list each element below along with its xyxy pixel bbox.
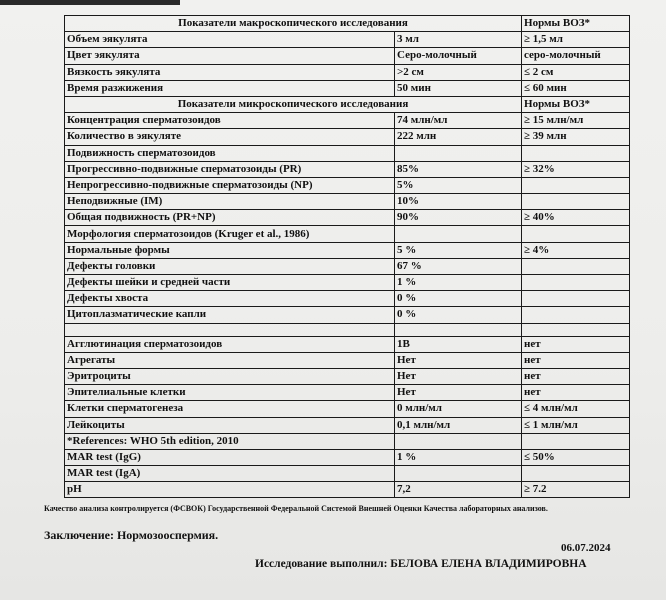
parameter-value: Нет: [395, 385, 522, 401]
parameter-value: [395, 433, 522, 449]
parameter-name: Непрогрессивно-подвижные сперматозоиды (NP): [65, 177, 395, 193]
parameter-value: [395, 145, 522, 161]
parameter-value: 5 %: [395, 242, 522, 258]
macro-section-header: Показатели макроскопического исследования: [65, 16, 522, 32]
parameter-norm: ≥ 1,5 мл: [522, 32, 630, 48]
parameter-norm: нет: [522, 385, 630, 401]
table-row: [65, 482, 630, 498]
spacer-cell: [65, 323, 395, 336]
parameter-name: pH: [65, 482, 395, 498]
table-row: [65, 275, 630, 291]
parameter-name: Дефекты хвоста: [65, 291, 395, 307]
parameter-value: [395, 466, 522, 482]
parameter-value: 0,1 млн/мл: [395, 417, 522, 433]
parameter-name: Агрегаты: [65, 352, 395, 368]
parameter-name: Концентрация сперматозоидов: [65, 113, 395, 129]
parameter-norm: [522, 275, 630, 291]
spacer-row: [65, 323, 630, 336]
table-row: [65, 401, 630, 417]
parameter-value: Нет: [395, 368, 522, 384]
parameter-value: 90%: [395, 210, 522, 226]
parameter-name: MAR test (IgA): [65, 466, 395, 482]
table-row: [65, 417, 630, 433]
table-row: [65, 145, 630, 161]
table-row: [65, 433, 630, 449]
table-row: [65, 113, 630, 129]
table-row: [65, 226, 630, 242]
parameter-value: 10%: [395, 194, 522, 210]
parameter-name: Время разжижения: [65, 80, 395, 96]
parameter-norm: ≤ 2 см: [522, 64, 630, 80]
parameter-value: 50 мин: [395, 80, 522, 96]
table-row: [65, 177, 630, 193]
parameter-value: 222 млн: [395, 129, 522, 145]
parameter-value: 7,2: [395, 482, 522, 498]
parameter-norm: ≤ 4 млн/мл: [522, 401, 630, 417]
parameter-name: Объем эякулята: [65, 32, 395, 48]
parameter-name: Неподвижные (IM): [65, 194, 395, 210]
table-row: [65, 336, 630, 352]
parameter-value: 0 млн/мл: [395, 401, 522, 417]
parameter-name: Дефекты шейки и средней части: [65, 275, 395, 291]
table-row: [65, 80, 630, 96]
performed-by: Исследование выполнил: БЕЛОВА ЕЛЕНА ВЛАДИМИРОВНА: [255, 558, 587, 570]
parameter-value: 85%: [395, 161, 522, 177]
parameter-name: Эритроциты: [65, 368, 395, 384]
parameter-value: [395, 226, 522, 242]
semen-analysis-table: [64, 15, 630, 498]
parameter-norm: нет: [522, 368, 630, 384]
parameter-name: Нормальные формы: [65, 242, 395, 258]
parameter-norm: ≥ 7.2: [522, 482, 630, 498]
table-row: [65, 242, 630, 258]
parameter-value: 0 %: [395, 307, 522, 323]
table-row: [65, 32, 630, 48]
parameter-norm: ≤ 60 мин: [522, 80, 630, 96]
parameter-norm: ≤ 50%: [522, 449, 630, 465]
macro-header-row: [65, 16, 630, 32]
parameter-norm: нет: [522, 336, 630, 352]
parameter-norm: ≥ 39 млн: [522, 129, 630, 145]
parameter-name: MAR test (IgG): [65, 449, 395, 465]
parameter-name: Эпителиальные клетки: [65, 385, 395, 401]
table-row: [65, 449, 630, 465]
spacer-cell: [522, 323, 630, 336]
table-row: [65, 368, 630, 384]
report-date: 06.07.2024: [561, 542, 611, 554]
table-row: [65, 48, 630, 64]
table-row: [65, 258, 630, 274]
parameter-norm: [522, 258, 630, 274]
table-row: [65, 129, 630, 145]
micro-header-row: [65, 96, 630, 112]
macro-norm-header: Нормы ВОЗ*: [522, 16, 630, 32]
parameter-norm: [522, 226, 630, 242]
table-row: [65, 64, 630, 80]
parameter-norm: ≥ 40%: [522, 210, 630, 226]
parameter-value: 67 %: [395, 258, 522, 274]
parameter-name: Цитоплазматические капли: [65, 307, 395, 323]
parameter-value: Серо-молочный: [395, 48, 522, 64]
parameter-norm: ≤ 1 млн/мл: [522, 417, 630, 433]
parameter-norm: [522, 177, 630, 193]
parameter-name: *References: WHO 5th edition, 2010: [65, 433, 395, 449]
parameter-name: Клетки сперматогенеза: [65, 401, 395, 417]
parameter-norm: ≥ 32%: [522, 161, 630, 177]
spacer-cell: [395, 323, 522, 336]
parameter-name: Вязкость эякулята: [65, 64, 395, 80]
parameter-norm: ≥ 4%: [522, 242, 630, 258]
parameter-value: 1 %: [395, 449, 522, 465]
parameter-name: Количество в эякуляте: [65, 129, 395, 145]
parameter-name: Агглютинация сперматозоидов: [65, 336, 395, 352]
parameter-value: 3 мл: [395, 32, 522, 48]
micro-section-header: Показатели микроскопического исследования: [65, 96, 522, 112]
table-row: [65, 307, 630, 323]
parameter-norm: [522, 291, 630, 307]
table-row: [65, 194, 630, 210]
parameter-value: 74 млн/мл: [395, 113, 522, 129]
parameter-norm: [522, 194, 630, 210]
table-row: [65, 291, 630, 307]
parameter-name: Подвижность сперматозоидов: [65, 145, 395, 161]
top-edge-bar: [0, 0, 180, 5]
parameter-value: 1В: [395, 336, 522, 352]
parameter-norm: ≥ 15 млн/мл: [522, 113, 630, 129]
parameter-name: Дефекты головки: [65, 258, 395, 274]
table-row: [65, 466, 630, 482]
parameter-norm: [522, 466, 630, 482]
parameter-norm: серо-молочный: [522, 48, 630, 64]
parameter-name: Лейкоциты: [65, 417, 395, 433]
table-row: [65, 210, 630, 226]
parameter-norm: нет: [522, 352, 630, 368]
parameter-norm: [522, 145, 630, 161]
parameter-value: 0 %: [395, 291, 522, 307]
quality-control-note: Качество анализа контролируется (ФСВОК) Государственной Федеральной Системой Внешней Оценки Качества лабораторных анализов.: [44, 504, 548, 513]
table-row: [65, 161, 630, 177]
parameter-name: Прогрессивно-подвижные сперматозоиды (PR): [65, 161, 395, 177]
parameter-name: Общая подвижность (PR+NP): [65, 210, 395, 226]
conclusion: Заключение: Нормозооспермия.: [44, 528, 219, 542]
micro-norm-header: Нормы ВОЗ*: [522, 96, 630, 112]
parameter-name: Морфология сперматозоидов (Kruger et al., 1986): [65, 226, 395, 242]
table-row: [65, 352, 630, 368]
parameter-value: 5%: [395, 177, 522, 193]
parameter-value: Нет: [395, 352, 522, 368]
parameter-value: >2 см: [395, 64, 522, 80]
table-row: [65, 385, 630, 401]
parameter-value: 1 %: [395, 275, 522, 291]
parameter-norm: [522, 433, 630, 449]
parameter-name: Цвет эякулята: [65, 48, 395, 64]
parameter-norm: [522, 307, 630, 323]
